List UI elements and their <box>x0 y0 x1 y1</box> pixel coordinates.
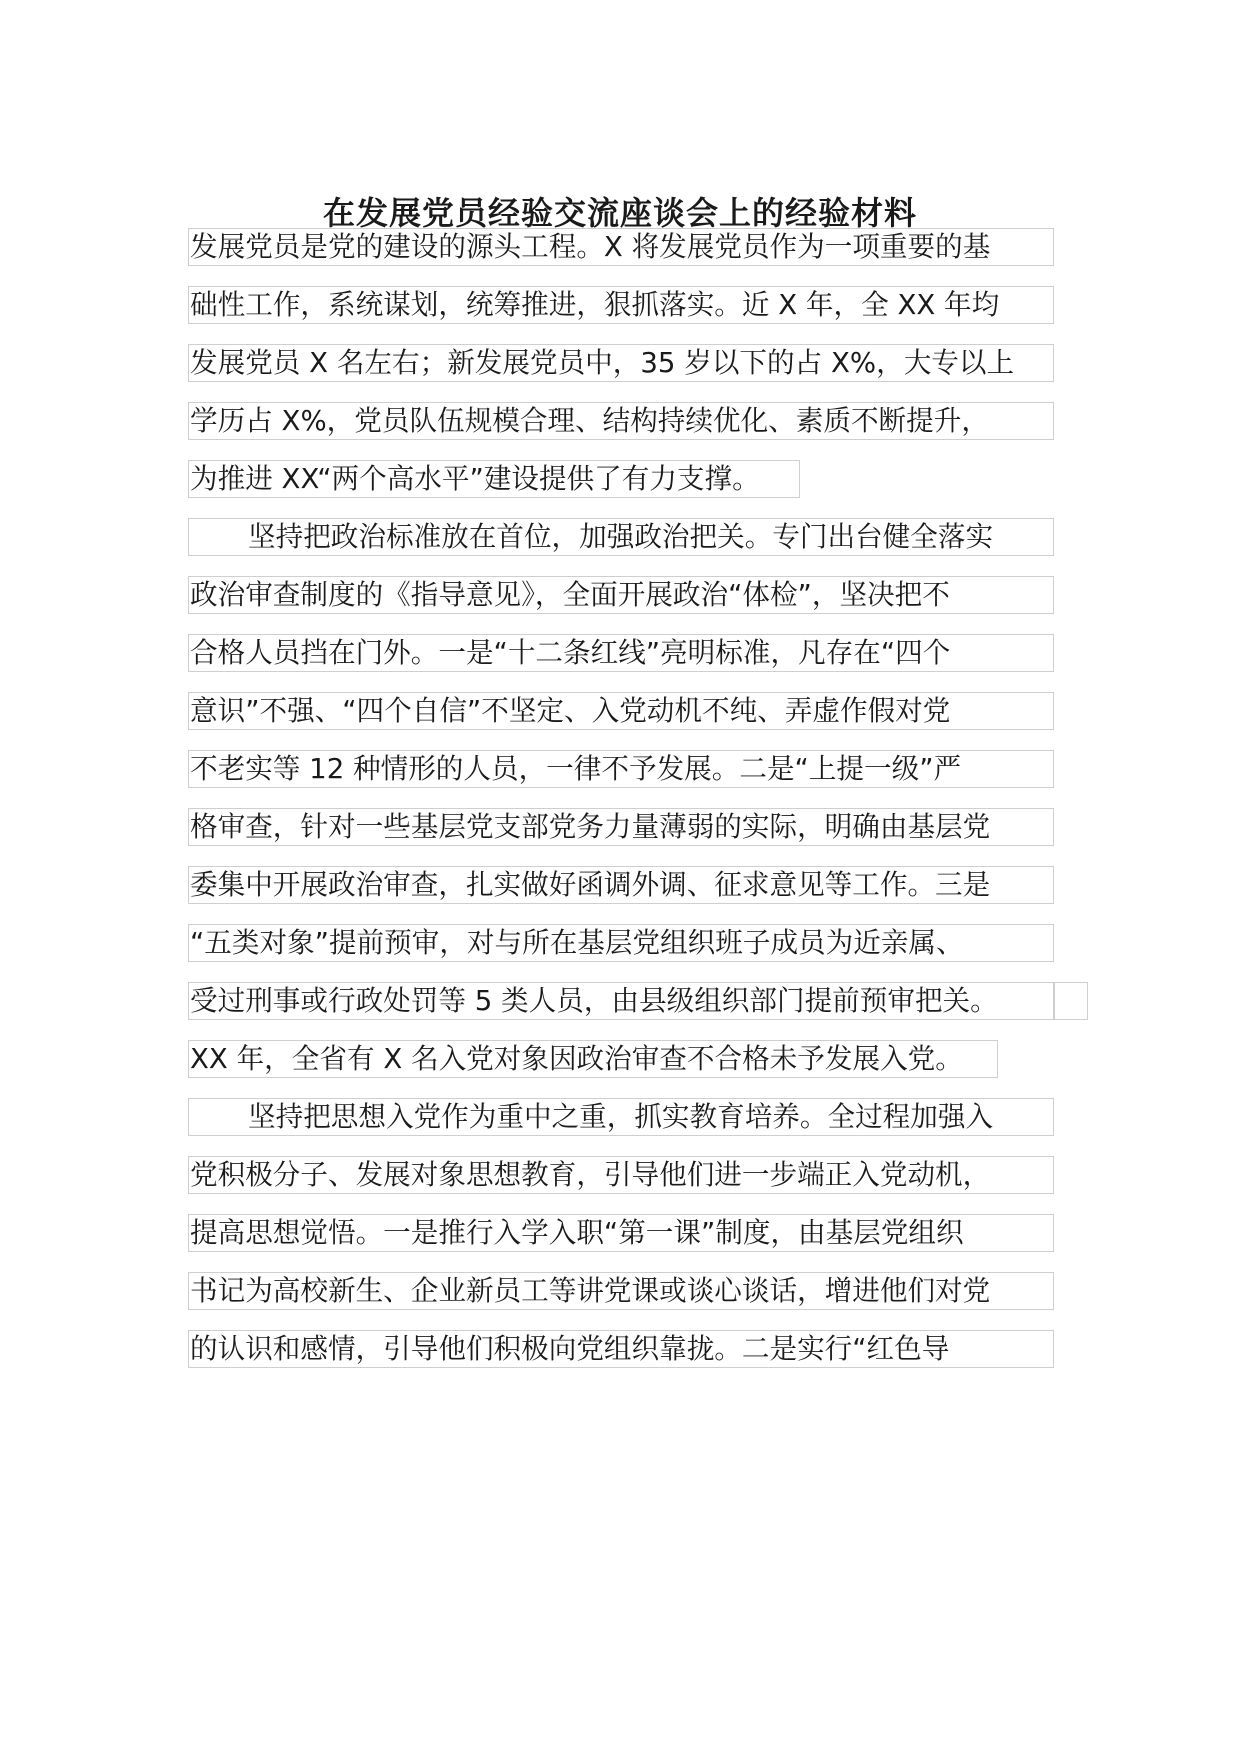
text-line: 不老实等 12 种情形的人员，一律不予发展。二是“上提一级”严 <box>188 750 1054 788</box>
text-line: “五类对象”提前预审，对与所在基层党组织班子成员为近亲属、 <box>188 924 1054 962</box>
text-line: 党积极分子、发展对象思想教育，引导他们进一步端正入党动机， <box>188 1156 1054 1194</box>
text-line: 学历占 X%，党员队伍规模合理、结构持续优化、素质不断提升， <box>188 402 1054 440</box>
text-line: 书记为高校新生、企业新员工等讲党课或谈心谈话，增进他们对党 <box>188 1272 1054 1310</box>
text-line: XX 年，全省有 X 名入党对象因政治审查不合格未予发展入党。 <box>188 1040 998 1078</box>
text-line: 为推进 XX“两个高水平”建设提供了有力支撑。 <box>188 460 800 498</box>
text-line: 坚持把政治标准放在首位，加强政治把关。专门出台健全落实 <box>188 518 1054 556</box>
text-line: 合格人员挡在门外。一是“十二条红线”亮明标准，凡存在“四个 <box>188 634 1054 672</box>
text-line: 发展党员 X 名左右；新发展党员中，35 岁以下的占 X%，大专以上 <box>188 344 1054 382</box>
document-title: 在发展党员经验交流座谈会上的经验材料 <box>322 194 917 232</box>
text-line: 意识”不强、“四个自信”不坚定、入党动机不纯、弄虚作假对党 <box>188 692 1054 730</box>
text-line: 的认识和感情，引导他们积极向党组织靠拢。二是实行“红色导 <box>188 1330 1054 1368</box>
line-overflow-box <box>1054 982 1088 1020</box>
text-line: 政治审查制度的《指导意见》，全面开展政治“体检”，坚决把不 <box>188 576 1054 614</box>
text-line: 格审查，针对一些基层党支部党务力量薄弱的实际，明确由基层党 <box>188 808 1054 846</box>
text-line: 坚持把思想入党作为重中之重，抓实教育培养。全过程加强入 <box>188 1098 1054 1136</box>
text-line: 委集中开展政治审查，扎实做好函调外调、征求意见等工作。三是 <box>188 866 1054 904</box>
text-line: 提高思想觉悟。一是推行入学入职“第一课”制度，由基层党组织 <box>188 1214 1054 1252</box>
text-line: 发展党员是党的建设的源头工程。X 将发展党员作为一项重要的基 <box>188 228 1054 266</box>
text-line: 受过刑事或行政处罚等 5 类人员，由县级组织部门提前预审把关。 <box>188 982 1054 1020</box>
text-line: 础性工作，系统谋划，统筹推进，狠抓落实。近 X 年，全 XX 年均 <box>188 286 1054 324</box>
